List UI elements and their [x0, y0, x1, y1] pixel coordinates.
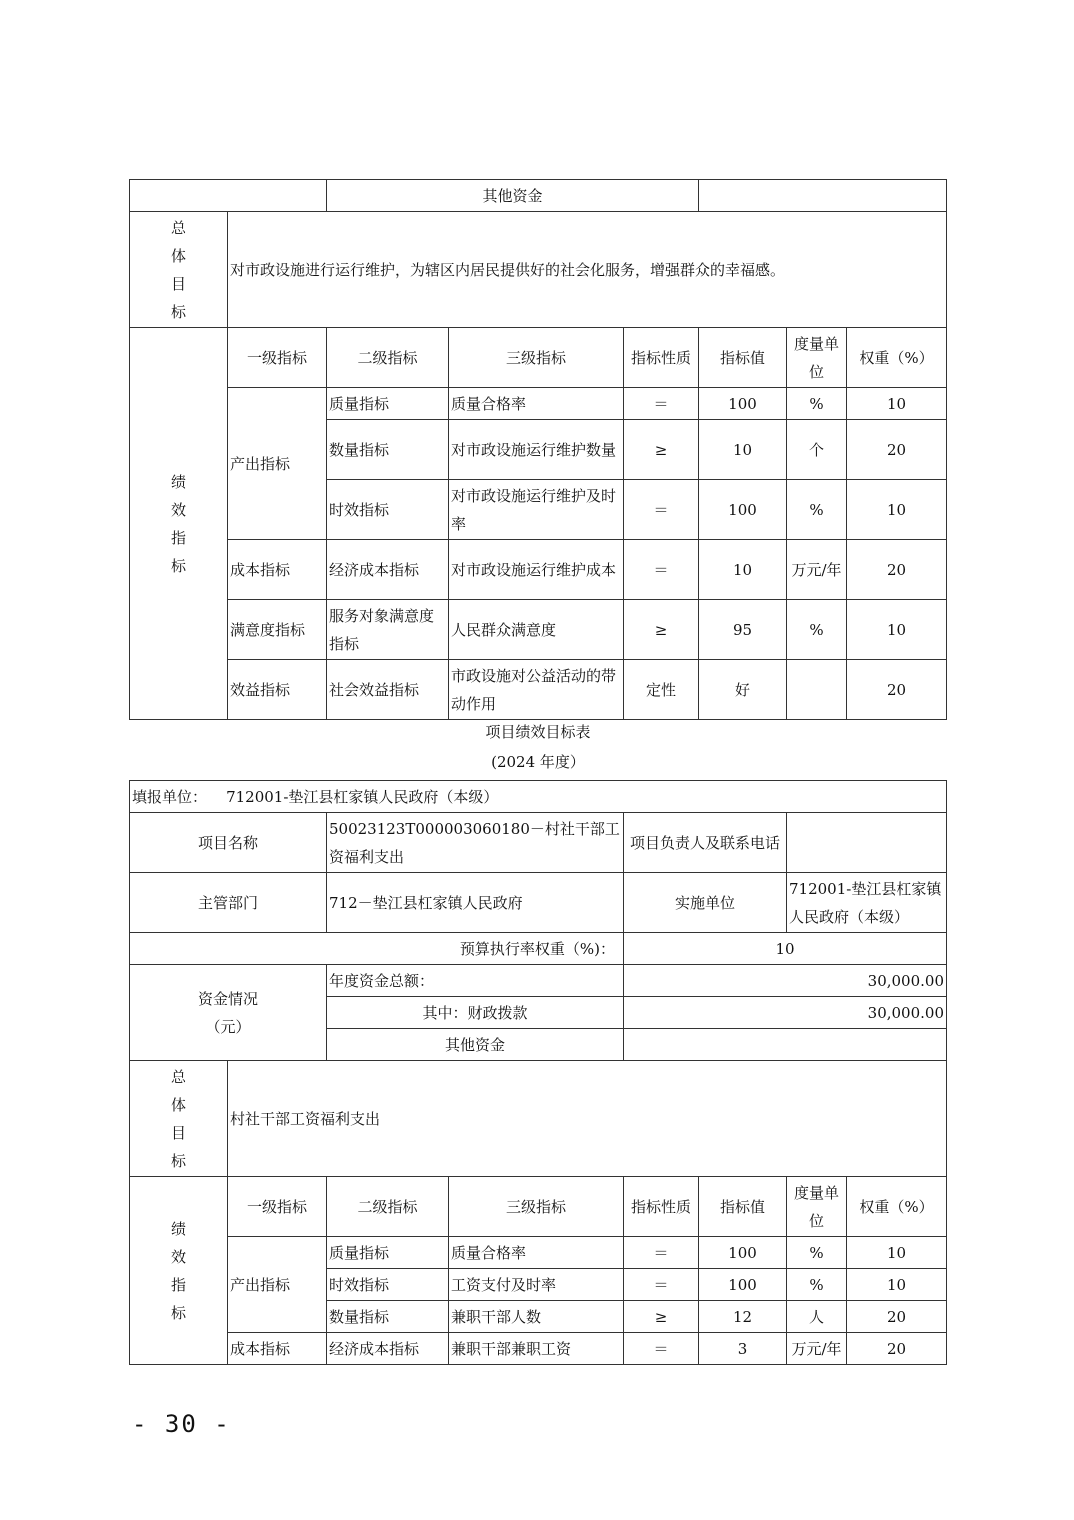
unit-cell: %	[787, 480, 847, 540]
perf-char: 标	[170, 556, 186, 575]
nature-cell: ＝	[624, 388, 699, 420]
dept-label: 主管部门	[130, 873, 327, 933]
table-row	[130, 600, 947, 660]
goal-char: 总	[170, 218, 186, 237]
value-cell: 3	[699, 1333, 787, 1365]
unit-cell: %	[787, 600, 847, 660]
goal-char: 目	[170, 274, 186, 293]
header-weight: 权重（%）	[847, 328, 947, 388]
overall-goal-text: 村社干部工资福利支出	[228, 1061, 947, 1177]
header-value: 指标值	[699, 1177, 787, 1237]
owner-value	[787, 813, 947, 873]
table-title: 项目绩效目标表	[485, 723, 591, 741]
nature-cell: ＝	[624, 480, 699, 540]
table-row	[130, 1237, 947, 1269]
other-funds-label: 其他资金	[327, 1029, 624, 1061]
level1-cell: 效益指标	[228, 660, 327, 720]
header-unit: 度量单位	[787, 1177, 847, 1237]
table-row	[130, 660, 947, 720]
header-nature: 指标性质	[624, 1177, 699, 1237]
level2-cell: 经济成本指标	[327, 540, 449, 600]
budget-rate-value: 10	[624, 933, 947, 965]
table-row	[130, 540, 947, 600]
project-name-value: 50023123T000003060180－村社干部工资福利支出	[327, 813, 624, 873]
perf-char: 绩	[170, 1219, 186, 1238]
overall-goal-label	[130, 1061, 228, 1177]
value-cell: 95	[699, 600, 787, 660]
weight-cell: 10	[847, 388, 947, 420]
header-level2: 二级指标	[327, 328, 449, 388]
level1-cell: 产出指标	[228, 1237, 327, 1333]
nature-cell: ＝	[624, 540, 699, 600]
funds-unit-text: （元）	[205, 1017, 251, 1036]
weight-cell: 10	[847, 1237, 947, 1269]
performance-indicator-label	[130, 1177, 228, 1365]
level2-cell: 数量指标	[327, 420, 449, 480]
level1-cell: 满意度指标	[228, 600, 327, 660]
header-weight: 权重（%）	[847, 1177, 947, 1237]
nature-cell: 定性	[624, 660, 699, 720]
header-unit: 度量单位	[787, 328, 847, 388]
nature-cell: ≥	[624, 420, 699, 480]
budget-rate-label: 预算执行率权重（%)：	[130, 933, 624, 965]
reporting-unit-label: 填报单位：	[132, 787, 208, 806]
unit-cell: %	[787, 1269, 847, 1301]
weight-cell: 10	[847, 480, 947, 540]
nature-cell: ＝	[624, 1269, 699, 1301]
header-nature: 指标性质	[624, 328, 699, 388]
level2-cell: 社会效益指标	[327, 660, 449, 720]
overall-goal-label	[130, 212, 228, 328]
header-level2: 二级指标	[327, 1177, 449, 1237]
funds-label-text: 资金情况	[197, 989, 258, 1008]
unit-cell: 人	[787, 1301, 847, 1333]
header-level1: 一级指标	[228, 328, 327, 388]
level3-cell: 对市政设施运行维护成本	[449, 540, 624, 600]
goal-char: 体	[170, 1095, 186, 1114]
perf-char: 指	[170, 1275, 186, 1294]
level1-cell: 成本指标	[228, 540, 327, 600]
value-cell: 100	[699, 388, 787, 420]
goal-char: 标	[170, 302, 186, 321]
reporting-unit-value: 712001-垫江县杠家镇人民政府（本级）	[226, 787, 499, 806]
perf-char: 绩	[170, 472, 186, 491]
overall-goal-text: 对市政设施进行运行维护，为辖区内居民提供好的社会化服务，增强群众的幸福感。	[228, 212, 947, 328]
goal-char: 标	[170, 1151, 186, 1170]
nature-cell: ＝	[624, 1237, 699, 1269]
goal-char: 总	[170, 1067, 186, 1086]
value-cell: 100	[699, 480, 787, 540]
weight-cell: 10	[847, 1269, 947, 1301]
unit-cell: 万元/年	[787, 540, 847, 600]
page-number: - 30 -	[132, 1410, 231, 1438]
weight-cell: 10	[847, 600, 947, 660]
fiscal-label: 其中：财政拨款	[327, 997, 624, 1029]
other-funds-value	[624, 1029, 947, 1061]
level3-cell: 对市政设施运行维护及时率	[449, 480, 624, 540]
value-cell: 好	[699, 660, 787, 720]
level3-cell: 兼职干部人数	[449, 1301, 624, 1333]
blank-cell	[130, 180, 327, 212]
header-level1: 一级指标	[228, 1177, 327, 1237]
level2-cell: 时效指标	[327, 1269, 449, 1301]
nature-cell: ＝	[624, 1333, 699, 1365]
table-row	[130, 388, 947, 420]
unit-cell: %	[787, 1237, 847, 1269]
level3-cell: 工资支付及时率	[449, 1269, 624, 1301]
goal-char: 目	[170, 1123, 186, 1142]
level2-cell: 数量指标	[327, 1301, 449, 1333]
project-name-label: 项目名称	[130, 813, 327, 873]
perf-char: 效	[170, 500, 186, 519]
perf-char: 效	[170, 1247, 186, 1266]
performance-table-2	[129, 780, 947, 1365]
header-level3: 三级指标	[449, 1177, 624, 1237]
value-cell: 10	[699, 540, 787, 600]
unit-cell: 个	[787, 420, 847, 480]
owner-label: 项目负责人及联系电话	[624, 813, 787, 873]
weight-cell: 20	[847, 540, 947, 600]
performance-indicator-label	[130, 328, 228, 720]
weight-cell: 20	[847, 1301, 947, 1333]
unit-cell: %	[787, 388, 847, 420]
level3-cell: 人民群众满意度	[449, 600, 624, 660]
funds-label	[130, 965, 327, 1061]
perf-char: 标	[170, 1303, 186, 1322]
level3-cell: 质量合格率	[449, 1237, 624, 1269]
value-cell: 100	[699, 1269, 787, 1301]
impl-unit-value: 712001-垫江县杠家镇人民政府（本级）	[787, 873, 947, 933]
level2-cell: 服务对象满意度指标	[327, 600, 449, 660]
level3-cell: 市政设施对公益活动的带动作用	[449, 660, 624, 720]
value-cell: 10	[699, 420, 787, 480]
level3-cell: 兼职干部兼职工资	[449, 1333, 624, 1365]
annual-total-label: 年度资金总额：	[327, 965, 624, 997]
value-cell: 100	[699, 1237, 787, 1269]
weight-cell: 20	[847, 660, 947, 720]
level3-cell: 对市政设施运行维护数量	[449, 420, 624, 480]
level2-cell: 质量指标	[327, 388, 449, 420]
dept-value: 712－垫江县杠家镇人民政府	[327, 873, 624, 933]
goal-char: 体	[170, 246, 186, 265]
unit-cell	[787, 660, 847, 720]
level3-cell: 质量合格率	[449, 388, 624, 420]
level2-cell: 时效指标	[327, 480, 449, 540]
annual-total-value: 30,000.00	[624, 965, 947, 997]
reporting-unit	[130, 781, 947, 813]
other-funds-label: 其他资金	[327, 180, 699, 212]
weight-cell: 20	[847, 1333, 947, 1365]
header-level3: 三级指标	[449, 328, 624, 388]
fiscal-value: 30,000.00	[624, 997, 947, 1029]
header-value: 指标值	[699, 328, 787, 388]
value-cell: 12	[699, 1301, 787, 1333]
perf-char: 指	[170, 528, 186, 547]
nature-cell: ≥	[624, 1301, 699, 1333]
unit-cell: 万元/年	[787, 1333, 847, 1365]
impl-unit-label: 实施单位	[624, 873, 787, 933]
level2-cell: 质量指标	[327, 1237, 449, 1269]
weight-cell: 20	[847, 420, 947, 480]
level1-cell: 产出指标	[228, 388, 327, 540]
table-row	[130, 1333, 947, 1365]
level2-cell: 经济成本指标	[327, 1333, 449, 1365]
level1-cell: 成本指标	[228, 1333, 327, 1365]
table-year: (2024 年度）	[491, 753, 585, 771]
other-funds-value	[699, 180, 947, 212]
performance-table-1	[129, 179, 947, 720]
nature-cell: ≥	[624, 600, 699, 660]
